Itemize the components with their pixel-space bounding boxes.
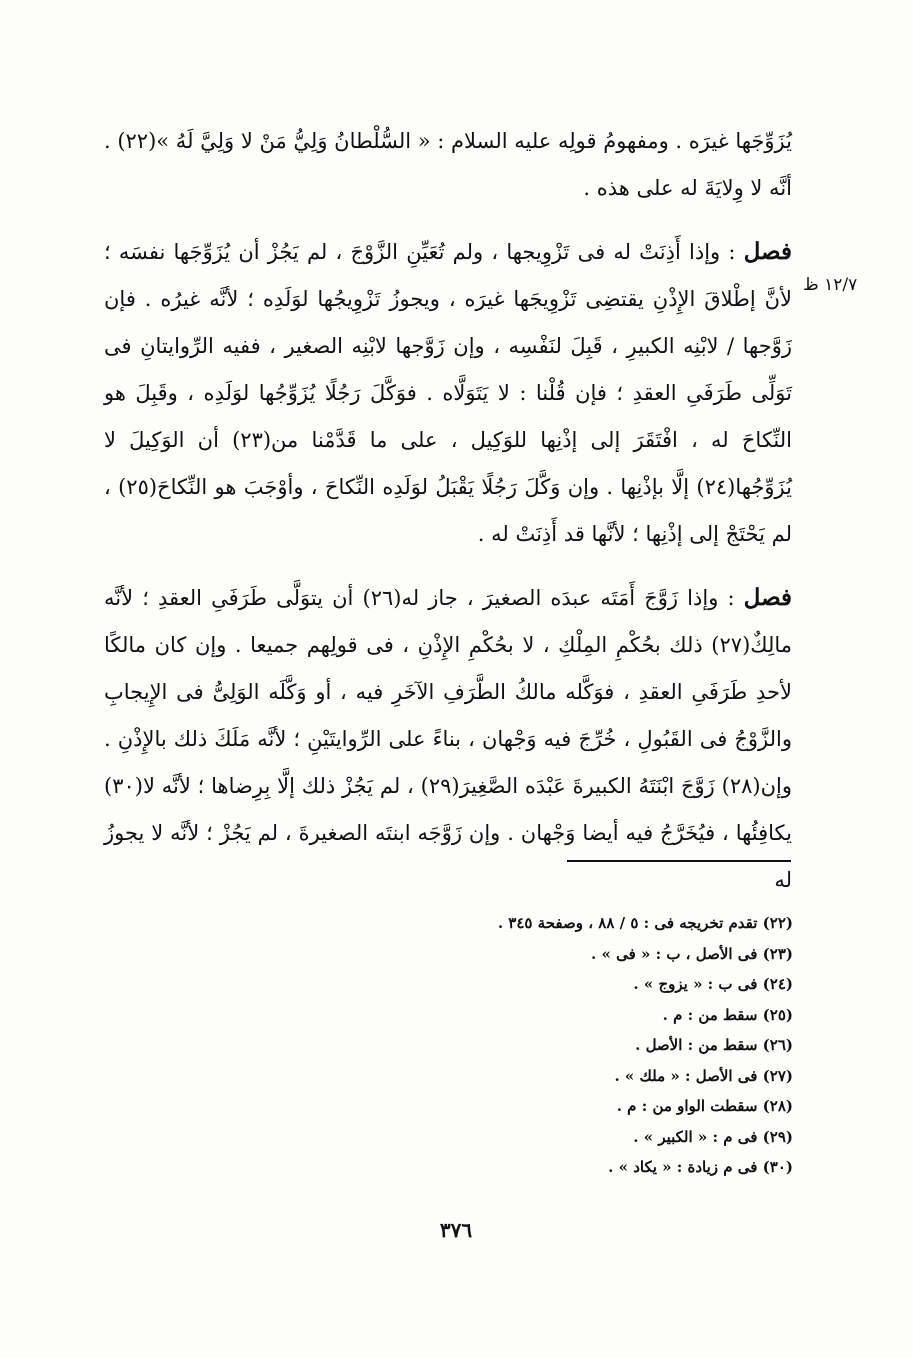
footnotes xyxy=(230,908,793,1183)
main-text xyxy=(104,118,792,920)
footnote: (٢٩) فى م : « الكبير » . xyxy=(633,1127,793,1146)
page-number: ٣٧٦ xyxy=(439,1218,473,1242)
paragraph-text: يُزَوِّجَها غيرَه . ومفهومُ قولِه عليه السلام : « السُّلْطانُ وَلِيُّ مَنْ لا وَلِيَّ لَهُ »(٢٢) . أنَّه لا وِلايَةَ له على هذه . xyxy=(103,129,792,200)
paragraph-continuation xyxy=(104,118,792,212)
section-heading: فصل xyxy=(743,584,793,611)
footnote: (٣٠) فى م زيادة : « يكاد » . xyxy=(608,1158,793,1176)
paragraph-text: : وإذا زَوَّجَ أَمَتَه عبدَه الصغيرَ ، جاز له(٢٦) أن يتوَلَّى طَرَفَىِ العقدِ ؛ لأنَّه مالِكٌ(٢٧) ذلك بحُكْمِ المِلْكِ ، لا بحُكْمِ الإِذْنِ ، فى قولِهم جميعا . وإن كان مالكًا لأحدِ طَرَفَىِ العقدِ ، فوَكَّله مالكُ الطَّرَفِ الآخَرِ فيه ، أو وَكَّلَه الوَلِىُّ فى الإِيجابِ والزَّوْجُ فى القَبُولِ ، خُرِّجَ فيه وَجْهان ، بناءً على الرِّوايتَيْنِ ؛ لأنَّه مَلَكَ ذلك بالإِذْنِ . وإن(٢٨) زَوَّجَ ابْنَتَهُ الكبيرةَ عَبْدَه الصَّغِيرَ(٢٩) ، لم يَجُزْ ذلك إلَّا بِرِضاها ؛ لأنَّه لا(٣٠) يكافِئُها ، فيُخَرَّجُ فيه أيضا وَجْهان . وإن زَوَّجَه ابنتَه الصغيرةَ ، لم يَجُزْ ؛ لأنَّه لا يجوزُ له xyxy=(104,586,793,892)
footnote: (٢٣) فى الأصل ، ب : « فى » . xyxy=(591,944,793,963)
footnote: (٢٨) سقطت الواو من : م . xyxy=(616,1097,793,1115)
section-heading: فصل xyxy=(743,238,792,265)
footnote: (٢٢) تقدم تخريجه فى : ٥ / ٨٨ ، وصفحة ٣٤٥ . xyxy=(497,914,793,932)
footnote: (٢٦) سقط من : الأصل . xyxy=(635,1036,793,1054)
footnote-separator xyxy=(567,860,791,862)
footnote: (٢٤) فى ب : « يزوج » . xyxy=(633,975,793,993)
paragraph-fasl-1 xyxy=(104,228,792,558)
paragraph-text: : وإذا أَذِنَتْ له فى تَزْوِيجها ، ولم تُعَيِّنِ الزَّوْجَ ، لم يَجُزْ أن يُزَوِّجَها نفسَه ؛ لأنَّ إطْلاقَ الإِذْنِ يقتضِى تَزْوِيجَها غيرَه ، ويجوزُ تَزْوِيجُها لوَلَدِه ؛ لأنَّه غيرُه . فإن زَوَّجها / لابْنِه الكبيرِ ، قَبِلَ لنَفْسِه ، وإن زَوَّجها لابْنِه الصغير ، ففيه الرِّوايتانِ فى تَوَلِّى طَرَفَىِ العقدِ ؛ فإن قُلْنا : لا يَتَوَلَّاه . فوَكَّلَ رَجُلًا يُزَوِّجُها لوَلَدِه ، وقَبِلَ هو النِّكاحَ له ، افْتَقَرَ إلى إذْنِها للوَكِيل ، على ما قَدَّمْنا من(٢٣) أن الوَكِيلَ لا يُزَوِّجُها(٢٤) إلَّا بإذْنِها . وإن وَكَّلَ رَجُلًا يَقْبَلُ لوَلَدِه النِّكاحَ ، وأوْجَبَ هو النِّكاحَ(٢٥) ، لم يَحْتَجْ إلى إذْنِها ؛ لأنَّها قد أَذِنَتْ له . xyxy=(104,240,792,546)
footnote: (٢٧) فى الأصل : « ملك » . xyxy=(614,1066,793,1085)
marginal-folio-reference: ١٢/٧ ظ xyxy=(803,275,858,295)
footnote: (٢٥) سقط من : م . xyxy=(662,1005,793,1024)
paragraph-fasl-2 xyxy=(104,574,792,904)
